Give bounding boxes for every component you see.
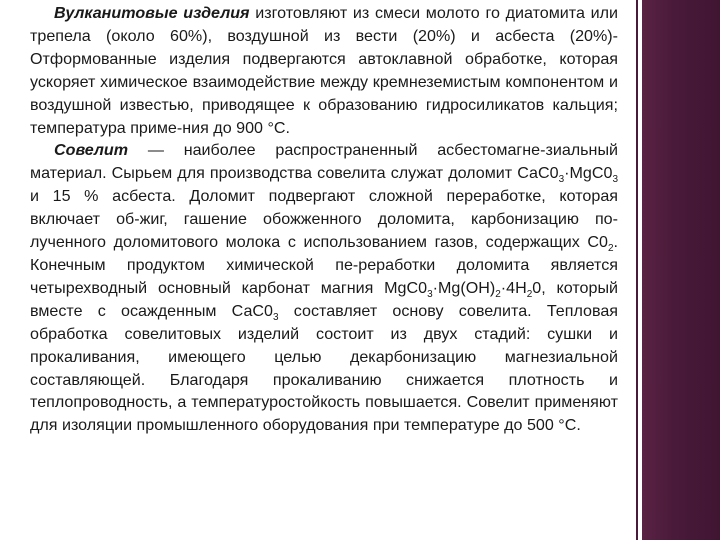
decorative-side-band	[642, 0, 720, 540]
paragraph-text: и 15 % асбеста. Доломит подвергают сложной переработке, которая включает об-жиг, гашение обожженного доломита, карбонизацию по-лученного доломитового молока с использованием газов, содержащих С0	[30, 187, 618, 252]
paragraph-sovelit	[30, 139, 618, 437]
paragraph-text: . Конечным продуктом химической пе-реработки доломита является четырехводный основный карбонат магния MgC0	[30, 233, 618, 297]
decorative-divider-line	[636, 0, 638, 540]
paragraph-text: изготовляют из смеси молото го диатомита или трепела (около 60%), воздушной из вести (20%) и асбеста (20%)- Отформованные изделия подвергаются автоклавной обработке, которая ускоряет химическое взаимодействие между кремнеземистым компонентом и воздушной известью, приводящее к образованию гидросиликатов кальция; температура приме-ния до 900 °С.	[30, 4, 618, 137]
paragraph-text: — наиболее распространенный асбестомагне-зиальный материал. Сырьем для производства совелита служат доломит СаС0	[30, 141, 618, 183]
subscript: 3	[273, 311, 279, 323]
paragraph-text: ·Mg(OH)	[432, 278, 496, 297]
subscript: 2	[495, 288, 501, 300]
term-sovelit: Совелит	[54, 141, 129, 160]
paragraph-text: ·4H	[500, 278, 527, 297]
paragraph-text: 0, который вместе с осажденным СаС0	[30, 278, 618, 320]
subscript: 3	[427, 288, 433, 300]
subscript: 2	[526, 288, 533, 300]
subscript: 3	[612, 174, 618, 186]
paragraph-text: ·MgC0	[564, 164, 613, 183]
paragraph-text: составляет основу совелита. Тепловая обработка совелитовых изделий состоит из двух стадий: сушки и прокаливания, имеющего целью декарбонизацию магнезиальной составляющей. Благодаря прокаливанию снижается плотность и теплопроводность, а температуростойкость повышается. Совелит применяют для изоляции промышленного оборудования при температуре до 500 °С.	[30, 301, 618, 435]
paragraph-vulkanitovye	[30, 2, 618, 139]
term-vulkanitovye: Вулканитовые изделия	[54, 4, 250, 22]
body-text	[30, 0, 618, 437]
subscript: 2	[607, 243, 614, 255]
subscript: 3	[558, 174, 565, 186]
